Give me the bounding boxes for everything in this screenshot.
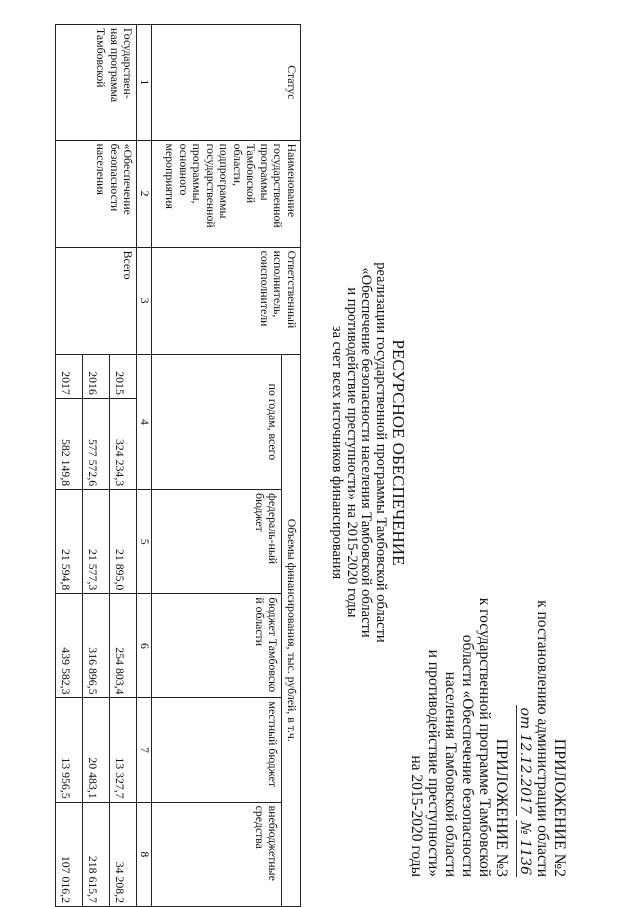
document-heading (330, 0, 408, 905)
column-number: 5 (137, 490, 152, 594)
cell-status (56, 25, 137, 141)
table-header-row (282, 25, 301, 907)
appendix-3-title: ПРИЛОЖЕНИЕ №3 (493, 738, 510, 877)
handwritten-number: № 1136 (517, 821, 533, 875)
cell-year: 2016 (83, 354, 110, 398)
heading-line: реализации государственной программы Тамбовской области (373, 262, 389, 643)
cell-total: 582 149,8 (56, 398, 83, 489)
cell-extra: 34 208,2 (110, 802, 137, 906)
financing-table (56, 24, 302, 907)
appendix-2-date-number (516, 600, 534, 877)
cell-federal: 21 594,8 (56, 490, 83, 594)
cell-local: 13 327,7 (110, 698, 137, 802)
cell-regional: 439 582,3 (56, 594, 83, 698)
status-line: Государствен- (121, 28, 136, 99)
name-line: населения (94, 143, 109, 195)
name-line: безопасности (108, 143, 122, 212)
appendix-3-line: области «Обеспечение безопасности (459, 634, 476, 877)
appendix-3-line: и противодействие преступности» (425, 649, 442, 877)
appendix-2-title: ПРИЛОЖЕНИЕ №2 (551, 738, 568, 877)
column-number: 2 (137, 140, 152, 247)
heading-line: «Обеспечение безопасности населения Тамбовской области (358, 267, 375, 638)
status-line: Тамбовской (94, 28, 109, 88)
cell-local: 13 956,5 (56, 698, 83, 802)
table-row (110, 25, 137, 907)
column-number: 4 (137, 354, 152, 490)
header-extra: внебюджетные средства (152, 802, 282, 906)
handwritten-date: от 12.12.2017 (517, 707, 533, 814)
header-volume-group: Объемы финансирования, тыс. рублей, в т.ч. (282, 354, 301, 906)
appendix-3-line: к государственной программе Тамбовской (476, 597, 493, 877)
column-number: 1 (137, 25, 152, 141)
appendix-2-resolution-line: к постановлению администрации области (534, 600, 551, 877)
appendix-3-line: на 2015-2020 годы (408, 755, 425, 877)
header-executor: Ответственный исполнитель, соисполнители (152, 247, 301, 354)
cell-total: 577 572,6 (83, 398, 110, 489)
column-number: 6 (137, 594, 152, 698)
cell-regional: 254 803,4 (110, 594, 137, 698)
header-federal: федераль-ный бюджет (152, 490, 282, 594)
column-number-row (137, 25, 152, 907)
header-status: Статус (152, 25, 301, 141)
cell-federal: 21 577,3 (83, 490, 110, 594)
cell-federal: 21 895,0 (110, 490, 137, 594)
heading-line: за счет всех источников финансирования (329, 325, 346, 580)
header-local: местный бюджет (152, 698, 282, 802)
cell-executor: Всего (56, 247, 137, 354)
header-regional: бюджет Тамбовско й области (152, 594, 282, 698)
appendix-3-block (408, 598, 510, 877)
appendix-3-line: населения Тамбовской области (442, 671, 459, 877)
cell-local: 20 483,1 (83, 698, 110, 802)
name-line: «Обеспечение (121, 143, 136, 215)
cell-program-name (56, 140, 137, 247)
cell-year: 2015 (110, 354, 137, 398)
cell-extra: 107 016,2 (56, 802, 83, 906)
header-name: Наименование государственной программы Тамбовской области, подпрограммы государственной программы, основного мероприятия (152, 140, 301, 247)
column-number: 7 (137, 698, 152, 802)
column-number: 3 (137, 247, 152, 354)
heading-line: и противодействие преступности» на 2015-2020 годы (344, 287, 360, 618)
header-by-years: по годам, всего (152, 354, 282, 490)
heading-title: РЕСУРСНОЕ ОБЕСПЕЧЕНИЕ (389, 339, 408, 566)
appendix-2-block (516, 600, 568, 877)
cell-year: 2017 (56, 354, 83, 398)
column-number: 8 (137, 802, 152, 906)
cell-extra: 218 615,7 (83, 802, 110, 906)
cell-total: 324 234,3 (110, 398, 137, 489)
cell-regional: 316 896,5 (83, 594, 110, 698)
status-line: ная программа (108, 28, 122, 103)
